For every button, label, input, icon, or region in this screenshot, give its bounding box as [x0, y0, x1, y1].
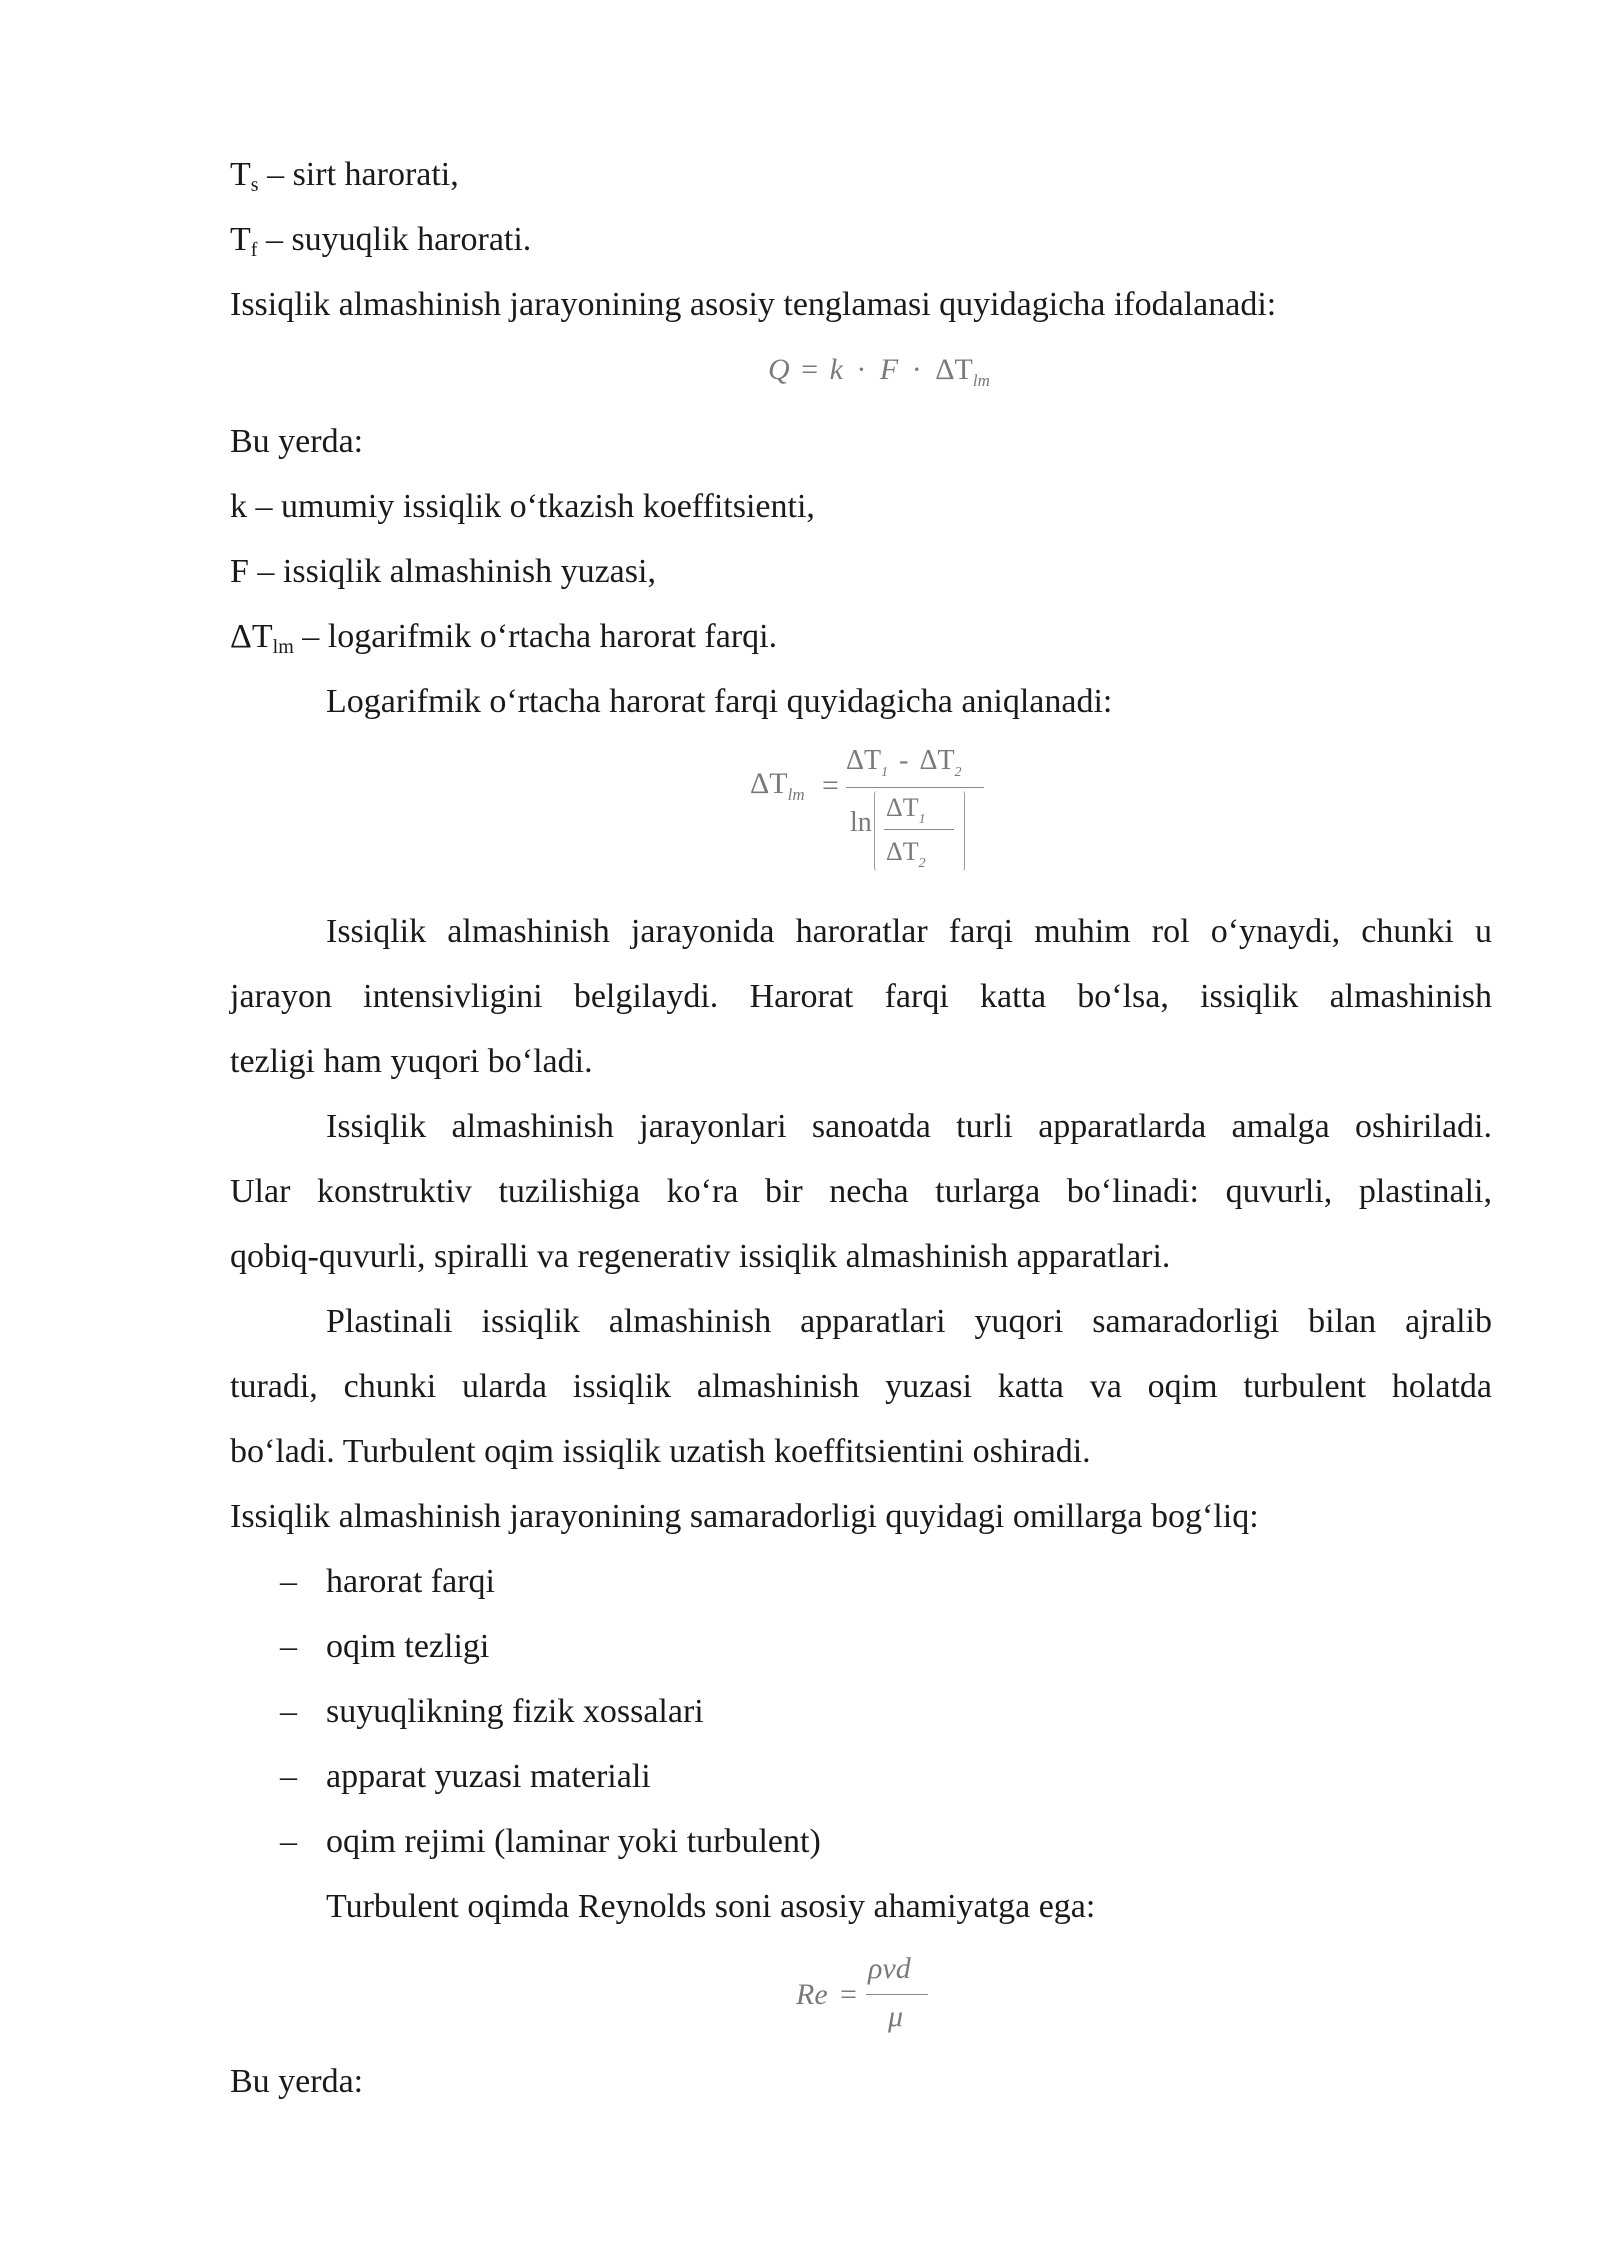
reynolds-equation: Re = ρvd μ [796, 1950, 936, 2040]
inner-fraction-bar [884, 829, 954, 830]
paragraph-1-line-1: Issiqlik almashinish jarayonida haroratlar farqi muhim rol o‘ynaydi, chunki u [326, 913, 1492, 950]
paragraph-2-line-1: Issiqlik almashinish jarayonlari sanoatda turli apparatlarda amalga oshiriladi. [326, 1108, 1492, 1145]
list-item: apparat yuzasi materiali [326, 1758, 651, 1795]
ts-definition: $T_s$ – sirt harorati, [230, 156, 459, 196]
f-definition: F – issiqlik almashinish yuzasi, [230, 553, 656, 590]
bullet-marker: – [280, 1628, 297, 1665]
bu-yerda-1: Bu yerda: [230, 423, 364, 460]
left-paren [874, 791, 877, 871]
lmtd-equation: $\Delta T_{lm}$ = $\Delta T_1 - \Delta T_2$ ln $\Delta T_1$ $\Delta T_2$ [750, 745, 990, 885]
k-definition: k – umumiy issiqlik o‘tkazish koeffitsienti, [230, 488, 815, 525]
dt-lm-definition: $\Delta T_{lm}$ – logarifmik o‘rtacha harorat farqi. [230, 618, 778, 658]
paragraph-2-line-2: Ular konstruktiv tuzilishiga ko‘ra bir necha turlarga bo‘linadi: quvurli, plastinali, [230, 1173, 1492, 1210]
paragraph-1-line-3: tezligi ham yuqori bo‘ladi. [230, 1043, 593, 1080]
bullet-marker: – [280, 1758, 297, 1795]
lmtd-fraction-bar [846, 787, 984, 788]
heat-transfer-equation: $Q = k \cdot F \cdot \Delta T_{lm}$ [768, 353, 990, 390]
reynolds-intro: Turbulent oqimda Reynolds soni asosiy ahamiyatga ega: [326, 1888, 1096, 1925]
paragraph-1-line-2: jarayon intensivligini belgilaydi. Harorat farqi katta bo‘lsa, issiqlik almashinish [230, 978, 1492, 1015]
paragraph-3-line-1: Plastinali issiqlik almashinish apparatlari yuqori samaradorligi bilan ajralib [326, 1303, 1492, 1340]
tf-definition: $T_f$ – suyuqlik harorati. [230, 221, 532, 261]
inner-fraction-bottom: $\Delta T_2$ [886, 837, 926, 871]
lmtd-numerator: $\Delta T_1 - \Delta T_2$ [846, 745, 962, 780]
paragraph-3-line-2: turadi, chunki ularda issiqlik almashinish yuzasi katta va oqim turbulent holatda [230, 1368, 1492, 1405]
paragraph-2-line-3: qobiq-quvurli, spiralli va regenerativ issiqlik almashinish apparatlari. [230, 1238, 1171, 1275]
factors-intro: Issiqlik almashinish jarayonining samaradorligi quyidagi omillarga bog‘liq: [230, 1498, 1259, 1535]
bullet-marker: – [280, 1693, 297, 1730]
main-equation-intro: Issiqlik almashinish jarayonining asosiy tenglamasi quyidagicha ifodalanadi: [230, 286, 1277, 323]
lmtd-intro: Logarifmik o‘rtacha harorat farqi quyidagicha aniqlanadi: [326, 683, 1113, 720]
inner-fraction-top: $\Delta T_1$ [886, 793, 926, 827]
lmtd-lhs: $\Delta T_{lm}$ [750, 767, 805, 804]
reynolds-fraction-bar [866, 1994, 928, 1995]
bullet-marker: – [280, 1563, 297, 1600]
list-item: harorat farqi [326, 1563, 495, 1600]
list-item: suyuqlikning fizik xossalari [326, 1693, 704, 1730]
right-paren [962, 791, 965, 871]
bu-yerda-2: Bu yerda: [230, 2063, 364, 2100]
bullet-marker: – [280, 1823, 297, 1860]
paragraph-3-line-3: bo‘ladi. Turbulent oqim issiqlik uzatish koeffitsientini oshiradi. [230, 1433, 1091, 1470]
list-item: oqim rejimi (laminar yoki turbulent) [326, 1823, 821, 1860]
list-item: oqim tezligi [326, 1628, 490, 1665]
